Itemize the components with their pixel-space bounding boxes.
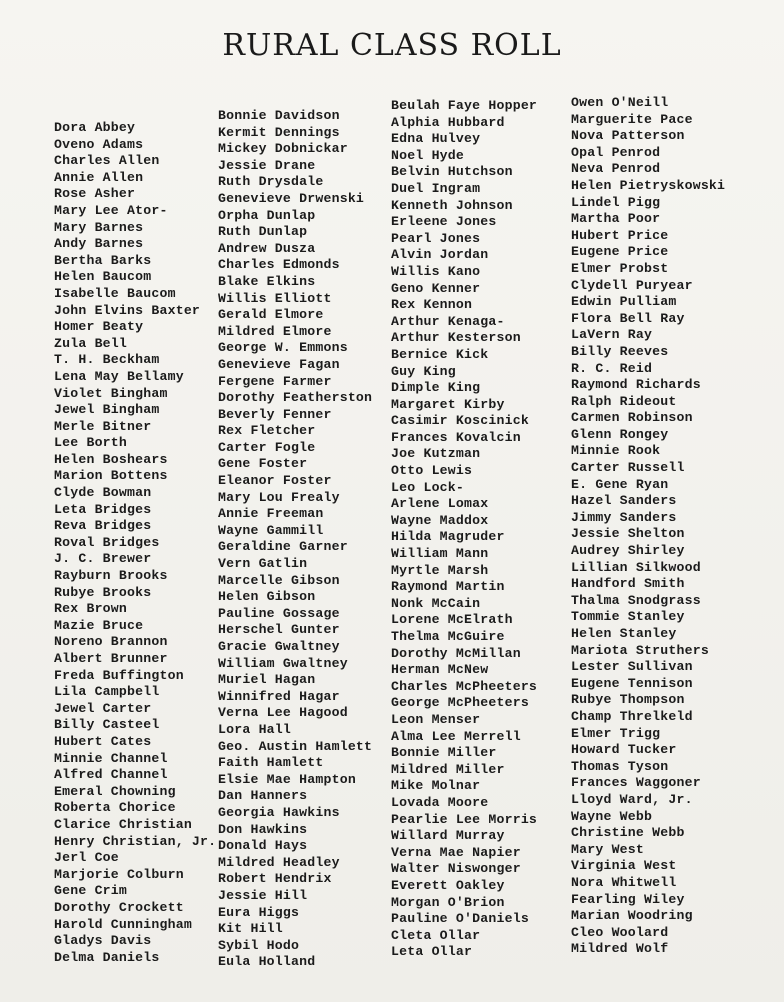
student-name: Lorene McElrath <box>391 612 513 628</box>
student-name: Nonk McCain <box>391 595 481 611</box>
student-name: Tommie Stanley <box>571 609 685 625</box>
student-name: Cleta Ollar <box>391 927 481 943</box>
student-name: Lee Borth <box>54 435 128 451</box>
student-name: Lila Campbell <box>54 684 160 700</box>
student-name: Owen O'Neill <box>571 95 669 110</box>
student-name: Eula Holland <box>218 954 316 970</box>
student-name: Marjorie Colburn <box>54 866 184 882</box>
student-name: E. Gene Ryan <box>571 476 669 492</box>
student-name: Noreno Brannon <box>54 634 168 650</box>
student-name: Pauline O'Daniels <box>391 911 529 927</box>
student-name: Charles McPheeters <box>391 678 538 694</box>
student-name: Edna Hulvey <box>391 131 481 147</box>
student-name: Don Hawkins <box>218 821 308 837</box>
student-name: Gracie Gwaltney <box>218 639 340 654</box>
student-name: Hubert Price <box>571 227 669 243</box>
student-name: Pearl Jones <box>391 230 481 246</box>
student-name: Pearlie Lee Morris <box>391 811 538 827</box>
student-name: Marcelle Gibson <box>218 572 340 588</box>
student-name: Frances Kovalcin <box>391 429 521 445</box>
student-name: Duel Ingram <box>391 180 481 196</box>
student-name: Myrtle Marsh <box>391 562 489 578</box>
student-name: Kermit Dennings <box>218 124 340 140</box>
student-name: Beulah Faye Hopper <box>391 98 538 113</box>
student-name: Mazie Bruce <box>54 617 144 633</box>
student-name: Elmer Trigg <box>571 725 661 741</box>
student-name: Arthur Kenaga- <box>391 313 505 329</box>
student-name: Rex Kennon <box>391 297 473 313</box>
student-name: Thalma Snodgrass <box>571 592 701 608</box>
student-name: Jewel Bingham <box>54 402 160 418</box>
student-name: Helen Gibson <box>218 589 316 605</box>
student-name: Isabelle Baucom <box>54 285 176 301</box>
student-name: Mildred Miller <box>391 761 505 777</box>
student-name: Blake Elkins <box>218 273 316 289</box>
student-name: Fergene Farmer <box>218 373 332 389</box>
student-name: Delma Daniels <box>54 949 160 965</box>
student-name: Mary Barnes <box>54 219 144 235</box>
student-name: Marguerite Pace <box>571 111 693 127</box>
student-name: Geno Kenner <box>391 280 481 296</box>
student-name: Edwin Pulliam <box>571 294 677 310</box>
student-name: Mickey Dobnickar <box>218 141 348 157</box>
student-name: Helen Stanley <box>571 626 677 641</box>
student-name: Helen Pietryskowski <box>571 177 726 193</box>
student-name: Hazel Sanders <box>571 493 677 509</box>
student-name: Helen Baucom <box>54 269 152 285</box>
student-name: Reva Bridges <box>54 518 152 534</box>
student-name: Lillian Silkwood <box>571 559 701 575</box>
student-name: Hilda Magruder <box>391 529 505 545</box>
student-name: Mildred Wolf <box>571 941 669 957</box>
student-name: Wayne Webb <box>571 808 653 824</box>
student-name: Homer Beaty <box>54 319 144 335</box>
student-name: Dorothy Crockett <box>54 899 184 915</box>
student-name: Annie Freeman <box>218 506 324 522</box>
student-name: Genevieve Fagan <box>218 356 340 372</box>
student-name: Christine Webb <box>571 825 685 841</box>
student-name: Neva Penrod <box>571 161 661 177</box>
student-name: Sybil Hodo <box>218 937 300 953</box>
student-name: Dorothy McMillan <box>391 645 521 661</box>
student-name: Jessie Hill <box>218 887 308 903</box>
student-name: Freda Buffington <box>54 667 184 683</box>
student-name: John Elvins Baxter <box>54 302 201 318</box>
student-name: Dora Abbey <box>54 120 136 135</box>
student-name: Minnie Channel <box>54 750 168 766</box>
student-name: Muriel Hagan <box>218 672 316 688</box>
student-name: Ralph Rideout <box>571 393 677 409</box>
student-name: Morgan O'Brion <box>391 894 505 910</box>
student-name: Glenn Rongey <box>571 426 669 442</box>
student-name: Clarice Christian <box>54 816 192 832</box>
student-name: Raymond Martin <box>391 579 505 595</box>
student-name: Georgia Hawkins <box>218 804 340 820</box>
student-name: Bertha Barks <box>54 252 152 268</box>
student-name: Willis Elliott <box>218 290 332 306</box>
student-name: Henry Christian, Jr. <box>54 833 217 849</box>
student-name: Billy Casteel <box>54 717 160 733</box>
student-name: Gene Foster <box>218 456 308 472</box>
student-name: Minnie Rook <box>571 443 661 459</box>
student-name: Geo. Austin Hamlett <box>218 738 373 754</box>
student-name: Raymond Richards <box>571 377 701 393</box>
student-name: Leon Menser <box>391 711 481 727</box>
student-name: Alma Lee Merrell <box>391 728 521 744</box>
student-name: Cleo Woolard <box>571 924 669 940</box>
name-column-3 <box>391 98 581 961</box>
student-name: Winnifred Hagar <box>218 688 340 704</box>
student-name: Wayne Gammill <box>218 522 324 538</box>
student-name: LaVern Ray <box>571 327 653 343</box>
student-name: Marion Bottens <box>54 468 168 484</box>
student-name: Joe Kutzman <box>391 446 481 462</box>
name-column-1 <box>54 120 244 966</box>
student-name: George W. Emmons <box>218 340 348 356</box>
student-name: Alphia Hubbard <box>391 114 505 130</box>
student-name: Rex Fletcher <box>218 423 316 439</box>
student-name: Lester Sullivan <box>571 659 693 675</box>
student-name: Billy Reeves <box>571 343 669 359</box>
student-name: Mildred Headley <box>218 854 340 870</box>
student-name: Leo Lock- <box>391 479 465 495</box>
student-name: T. H. Beckham <box>54 352 160 368</box>
student-name: Kenneth Johnson <box>391 197 513 213</box>
student-name: Lovada Moore <box>391 794 489 810</box>
student-name: Gene Crim <box>54 883 128 899</box>
student-name: Arthur Kesterson <box>391 330 521 346</box>
student-name: Genevieve Drwenski <box>218 190 365 206</box>
student-name: Audrey Shirley <box>571 543 685 559</box>
student-name: Emeral Chowning <box>54 783 176 799</box>
student-name: Willard Murray <box>391 828 505 844</box>
student-name: Eura Higgs <box>218 904 300 920</box>
student-name: Annie Allen <box>54 169 144 185</box>
student-name: Eugene Price <box>571 244 669 260</box>
student-name: Ruth Dunlap <box>218 224 308 240</box>
student-name: Rubye Thompson <box>571 692 685 708</box>
student-name: Marian Woodring <box>571 908 693 924</box>
student-name: Everett Oakley <box>391 877 505 893</box>
student-name: Opal Penrod <box>571 144 661 160</box>
student-name: Charles Allen <box>54 153 160 169</box>
student-name: Fearling Wiley <box>571 891 685 907</box>
student-name: Vern Gatlin <box>218 556 308 572</box>
student-name: Virginia West <box>571 858 677 874</box>
student-name: Jimmy Sanders <box>571 509 677 525</box>
student-name: Bonnie Miller <box>391 745 497 761</box>
student-name: Noel Hyde <box>391 147 465 163</box>
student-name: Otto Lewis <box>391 463 473 479</box>
student-name: Orpha Dunlap <box>218 207 316 223</box>
student-name: Roval Bridges <box>54 534 160 550</box>
student-name: Bonnie Davidson <box>218 108 340 123</box>
student-name: Gladys Davis <box>54 933 152 949</box>
student-name: Champ Threlkeld <box>571 708 693 724</box>
student-name: Thelma McGuire <box>391 629 505 644</box>
student-name: Donald Hays <box>218 838 308 854</box>
student-name: Leta Ollar <box>391 944 473 960</box>
student-name: Wayne Maddox <box>391 512 489 528</box>
student-name: Dorothy Featherston <box>218 390 373 406</box>
student-name: Dimple King <box>391 380 481 396</box>
student-name: Harold Cunningham <box>54 916 192 932</box>
student-name: Albert Brunner <box>54 651 168 666</box>
student-name: Thomas Tyson <box>571 758 669 774</box>
student-name: Carmen Robinson <box>571 410 693 426</box>
student-name: Jessie Shelton <box>571 526 685 542</box>
student-name: William Gwaltney <box>218 655 348 671</box>
student-name: Mary West <box>571 841 645 857</box>
student-name: Robert Hendrix <box>218 871 332 887</box>
student-name: J. C. Brewer <box>54 551 152 567</box>
student-name: Kit Hill <box>218 921 283 937</box>
name-column-2 <box>218 108 408 971</box>
student-name: Roberta Chorice <box>54 800 176 816</box>
student-name: Clyde Bowman <box>54 485 152 501</box>
student-name: Jewel Carter <box>54 700 152 716</box>
student-name: Alfred Channel <box>54 767 168 783</box>
student-name: Hubert Cates <box>54 733 152 749</box>
student-name: Lora Hall <box>218 721 292 737</box>
student-name: Rayburn Brooks <box>54 568 168 584</box>
student-name: Herschel Gunter <box>218 622 340 638</box>
student-name: Willis Kano <box>391 263 481 279</box>
student-name: Faith Hamlett <box>218 755 324 771</box>
student-name: Ruth Drysdale <box>218 174 324 190</box>
student-name: Andrew Dusza <box>218 240 316 256</box>
student-name: Mariota Struthers <box>571 642 709 658</box>
student-name: Lindel Pigg <box>571 194 661 210</box>
student-name: Flora Bell Ray <box>571 310 685 326</box>
student-name: Lena May Bellamy <box>54 368 184 384</box>
student-name: Frances Waggoner <box>571 775 701 791</box>
student-name: William Mann <box>391 546 489 562</box>
student-name: George McPheeters <box>391 695 529 711</box>
student-name: Mary Lou Frealy <box>218 489 340 505</box>
student-name: Howard Tucker <box>571 742 677 758</box>
student-name: Clydell Puryear <box>571 277 693 293</box>
student-name: Elmer Probst <box>571 260 669 276</box>
student-name: Leta Bridges <box>54 501 152 517</box>
student-name: Guy King <box>391 363 456 379</box>
student-name: Pauline Gossage <box>218 605 340 621</box>
student-name: Mary Lee Ator- <box>54 202 168 218</box>
student-name: Verna Lee Hagood <box>218 705 348 721</box>
student-name: Gerald Elmore <box>218 307 324 323</box>
student-name: Oveno Adams <box>54 136 144 152</box>
student-name: Geraldine Garner <box>218 539 348 555</box>
student-name: Handford Smith <box>571 576 685 592</box>
student-name: Eugene Tennison <box>571 675 693 691</box>
student-name: Nora Whitwell <box>571 874 677 890</box>
student-name: Elsie Mae Hampton <box>218 771 356 787</box>
student-name: Andy Barnes <box>54 236 144 252</box>
student-name: Martha Poor <box>571 211 661 227</box>
student-name: Herman McNew <box>391 662 489 678</box>
student-name: Alvin Jordan <box>391 247 489 263</box>
student-name: Violet Bingham <box>54 385 168 401</box>
student-name: Erleene Jones <box>391 214 497 230</box>
student-name: Rex Brown <box>54 601 128 617</box>
student-name: Eleanor Foster <box>218 473 332 489</box>
student-name: Bernice Kick <box>391 346 489 362</box>
student-name: Belvin Hutchson <box>391 164 513 180</box>
student-name: Nova Patterson <box>571 128 685 144</box>
student-name: Rose Asher <box>54 186 136 202</box>
student-name: Casimir Koscinick <box>391 413 529 429</box>
student-name: Rubye Brooks <box>54 584 152 600</box>
student-name: Dan Hanners <box>218 788 308 804</box>
student-name: Mildred Elmore <box>218 323 332 339</box>
student-name: Helen Boshears <box>54 451 168 467</box>
student-name: Margaret Kirby <box>391 396 505 412</box>
student-name: Jerl Coe <box>54 850 119 866</box>
student-name: Zula Bell <box>54 335 128 351</box>
student-name: Carter Fogle <box>218 439 316 455</box>
student-name: Verna Mae Napier <box>391 844 521 860</box>
student-name: R. C. Reid <box>571 360 653 376</box>
student-name: Arlene Lomax <box>391 496 489 512</box>
student-name: Carter Russell <box>571 460 685 476</box>
student-name: Mike Molnar <box>391 778 481 794</box>
page-title: RURAL CLASS ROLL <box>222 28 562 63</box>
student-name: Walter Niswonger <box>391 861 521 877</box>
student-name: Beverly Fenner <box>218 406 332 422</box>
student-name: Lloyd Ward, Jr. <box>571 791 693 807</box>
student-name: Jessie Drane <box>218 157 316 173</box>
student-name: Merle Bitner <box>54 418 152 434</box>
student-name: Charles Edmonds <box>218 257 340 273</box>
name-column-4 <box>571 95 761 958</box>
